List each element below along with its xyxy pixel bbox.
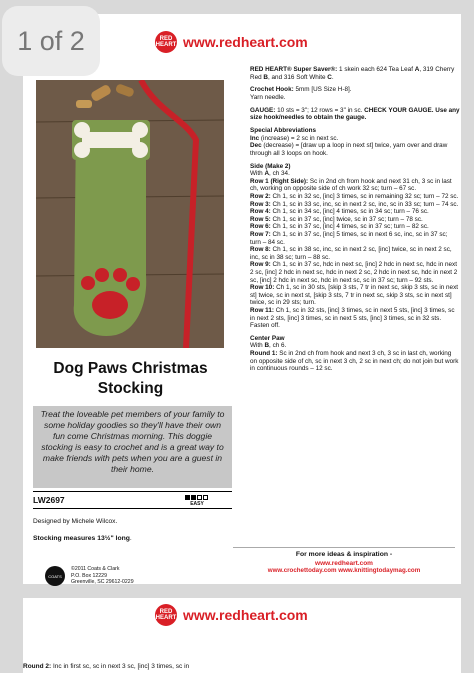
pattern-code: LW2697: [33, 491, 232, 509]
row-instruction: Row 1 (Right Side): Sc in 2nd ch from hook and next 31 ch, 3 sc in last ch, working on opposite side of ch work 32 sc; turn – 67 sc.: [250, 177, 452, 193]
designer-credit: Designed by Michele Wilcox.: [33, 518, 118, 525]
hook-requirements: Crochet Hook: 5mm [US Size H-8]. Yarn needle.: [250, 86, 352, 101]
pattern-intro: Treat the loveable pet members of your family to some holiday goodies so they'll have their own fun come Christmas morning. This doggie stocking is easy to crochet and is a great way to make friends with pets when you are a guest in their home.: [33, 406, 232, 488]
skill-level-label: EASY: [190, 501, 204, 507]
row-instruction: Row 10: Ch 1, sc in 30 sts, [skip 3 sts, 7 tr in next sc, skip 3 sts, sc in next st] twice, sc in next st, [skip 3 sts, 7 tr in next sc, skip 3 sts, sc in next st] twice, sc in 29 sts; turn.: [250, 284, 459, 307]
stocking-illustration: [36, 80, 224, 348]
brand-header-page2: [155, 604, 308, 626]
row-instruction: Row 8: Ch 1, sc in 38 sc, inc, sc in next 2 sc, [inc] twice, sc in next 2 sc, inc, sc in 38 sc; turn – 88 sc.: [250, 246, 452, 261]
pattern-title: Dog Paws Christmas Stocking: [53, 360, 208, 397]
row-instruction: Row 9: Ch 1, sc in 37 sc, hdc in next sc, [inc] 2 hdc in next sc, hdc in next 2 sc, [inc] 2 hdc in next sc, hdc in next 2 sc, 2 hdc in next sc, hdc in next 2 sc, [inc] 2 hdc in next sc, hdc in next sc, sc in 37 sc; turn – 92 sts.: [250, 261, 458, 284]
divider: [233, 547, 455, 548]
row-instruction: Row 4: Ch 1, sc in 34 sc, [inc] 4 times, sc in 34 sc; turn – 76 sc.: [250, 208, 429, 216]
publisher-address: COATS ©2011 Coats & Clark P.O. Box 12229 Greenville, SC 29612-0229: [45, 566, 134, 586]
row-instruction: Row 7: Ch 1, sc in 37 sc, [inc] 5 times, sc in next 6 sc, inc, sc in 37 sc; turn – 84 sc.: [250, 231, 448, 246]
page2-first-line: Round 2: Inc in first sc, sc in next 3 sc, [inc] 3 times, sc in: [23, 663, 190, 670]
row-instruction: Row 11: Ch 1, sc in 32 sts, [inc] 3 times, sc in next 5 sts, [inc] 3 times, sc in next 2 sts, [inc] 3 times, sc in next 5 sts, [inc] 3 times, sc in 32 sts. Fasten off.: [250, 306, 455, 330]
special-abbreviations: Special Abbreviations Inc (increase) = 2 sc in next sc. Dec (decrease) = [draw up a loop in next st] twice, yarn over and draw through all 3 loops on hook.: [250, 127, 448, 157]
brand-url[interactable]: www.redheart.com: [183, 34, 308, 50]
more-ideas: For more ideas & inspiration - www.redheart.com www.crochettoday.com www.knittingtodaymag.com: [233, 551, 455, 574]
more-links[interactable]: www.crochettoday.com www.knittingtodaymag.com: [267, 567, 421, 574]
brand-header: [155, 31, 308, 53]
side-instructions: Side (Make 2) With A, ch 34. Row 1 (Right Side): Sc in 2nd ch from hook and next 31 ch, 3 sc in last ch, working on opposite side of ch work 32 sc; turn – 67 sc. Row 2: Ch 1, sc in 32 sc, [inc] 3 times, sc in remaining 32 sc; turn – 72 sc. Row 3: Ch 1, sc in 33 sc, inc, sc in next 2 sc, inc, sc in 33 sc; turn – 74 sc. Row 4: Ch 1, sc in 34 sc, [inc] 4 times, sc in 34 sc; turn – 76 sc. Row 5: Ch 1, sc in 37 sc, [inc] twice, sc in 37 sc; turn – 78 sc. Row 6: Ch 1, sc in 37 sc, [inc] 4 times, sc in 37 sc; turn – 82 sc. Row 7: Ch 1, sc in 37 sc, [inc] 5 times, sc in next 6 sc, inc, sc in 37 sc; turn – 84 sc. Row 8: Ch 1, sc in 38 sc, inc, sc in next 2 sc, [inc] twice, sc in next 2 sc, inc, sc in 38 sc; turn – 88 sc. Row 9: Ch 1, sc in 37 sc, hdc in next sc, [inc] 2 hdc in next sc, hdc in next 2 sc, [inc] 2 hdc in next sc, hdc in next 2 sc, 2 hdc in next sc, hdc in next 2 sc, [inc] 2 hdc in next sc, hdc in next sc, sc in 37 sc; turn – 92 sts. Row 10: Ch 1, sc in 30 sts, [skip 3 sts, 7 tr in next sc, skip 3 sts, sc in next st] twice, sc in next st, [skip 3 sts, 7 tr in next sc, skip 3 sts, sc in next st] twice, sc in 29 sts; turn. Row 11: Ch 1, sc in 32 sts, [inc] 3 times, sc in next 5 sts, [inc] 3 times, sc in next 2 sts, [inc] 3 times, sc in next 5 sts, [inc] 3 times, sc in 32 sts. Fasten off.: [250, 162, 459, 330]
skill-level-indicator: [185, 495, 209, 507]
pattern-page-2: [23, 598, 461, 673]
stocking-photo: [36, 80, 224, 348]
row-instruction: Row 3: Ch 1, sc in 33 sc, inc, sc in next 2 sc, inc, sc in 33 sc; turn – 74 sc.: [250, 200, 459, 208]
red-heart-logo: RED HEART: [155, 31, 177, 53]
red-heart-logo: RED HEART: [155, 604, 177, 626]
row-instruction: Row 6: Ch 1, sc in 37 sc, [inc] 4 times, sc in 37 sc; turn – 82 sc.: [250, 223, 429, 231]
yarn-requirements: RED HEART® Super Saver®: 1 skein each 624 Tea Leaf A, 319 Cherry Red B, and 316 Soft White C.: [250, 66, 455, 81]
center-paw-instructions: Center Paw With B, ch 6. Round 1: Sc in 2nd ch from hook and next 3 ch, 3 sc in last ch, working on opposite side of ch, sc in next 3 ch, 2 sc in next ch; do not join but work in continuous rounds – 12 sc.: [250, 334, 459, 373]
row-instruction: Round 1: Sc in 2nd ch from hook and next 3 ch, 3 sc in last ch, working on opposite side of ch, sc in next 3 ch, 2 sc in next ch; do not join but work in continuous rounds – 12 sc.: [250, 349, 459, 373]
pattern-page-1: [23, 14, 461, 584]
stocking-measurement: Stocking measures 13½" long.: [33, 535, 132, 542]
brand-url[interactable]: www.redheart.com: [183, 607, 308, 623]
row-instruction: Row 2: Ch 1, sc in 32 sc, [inc] 3 times, sc in remaining 32 sc; turn – 72 sc.: [250, 193, 459, 201]
more-link-redheart[interactable]: www.redheart.com: [315, 560, 373, 567]
instructions-column: [250, 66, 460, 373]
page-counter-badge: 1 of 2: [2, 6, 100, 76]
row-instruction: Row 5: Ch 1, sc in 37 sc, [inc] twice, sc in 37 sc; turn – 78 sc.: [250, 215, 423, 223]
coats-logo: COATS: [45, 566, 65, 586]
gauge: GAUGE: 10 sts = 3"; 12 rows = 3" in sc. CHECK YOUR GAUGE. Use any size hook/needles to obtain the gauge.: [250, 106, 460, 122]
